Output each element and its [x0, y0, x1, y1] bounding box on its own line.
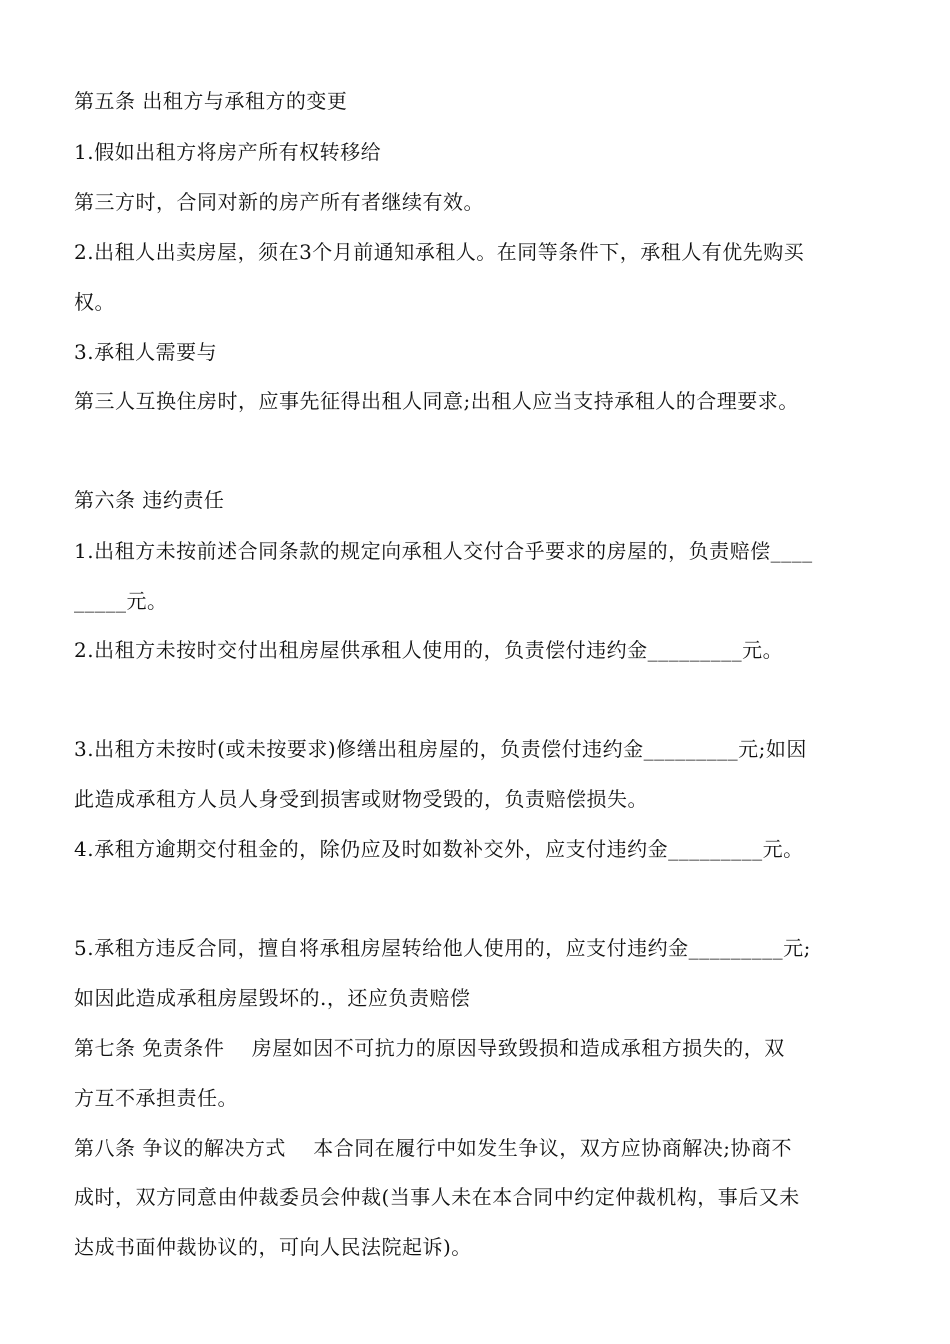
paragraph-line: 如因此造成承租房屋毁坏的.，还应负责赔偿: [74, 986, 471, 1010]
paragraph-line: 第三人互换住房时，应事先征得出租人同意;出租人应当支持承租人的合理要求。: [74, 389, 799, 413]
paragraph-line: 达成书面仲裁协议的，可向人民法院起诉)。: [74, 1235, 472, 1259]
paragraph-line: 第三方时，合同对新的房产所有者继续有效。: [74, 190, 484, 214]
paragraph-line: 1.出租方未按前述合同条款的规定向承租人交付合乎要求的房屋的，负责赔偿____: [74, 539, 813, 563]
article-8-line: 第八条 争议的解决方式 本合同在履行中如发生争议，双方应协商解决;协商不: [74, 1136, 793, 1160]
paragraph-line: 此造成承租方人员人身受到损害或财物受毁的，负责赔偿损失。: [74, 787, 648, 811]
article-7-line: 第七条 免责条件 房屋如因不可抗力的原因导致毁损和造成承租方损失的，双: [74, 1036, 785, 1060]
paragraph-line: 方互不承担责任。: [74, 1086, 238, 1110]
article-5-heading: 第五条 出租方与承租方的变更: [74, 89, 348, 113]
paragraph-line: 成时，双方同意由仲裁委员会仲裁(当事人未在本合同中约定仲裁机构，事后又未: [74, 1185, 800, 1209]
paragraph-line: 5.承租方违反合同，擅自将承租房屋转给他人使用的，应支付违约金_________元;: [74, 936, 811, 960]
paragraph-line: 3.承租人需要与: [74, 340, 218, 364]
paragraph-line: 1.假如出租方将房产所有权转移给: [74, 140, 382, 164]
paragraph-line: 2.出租人出卖房屋，须在3个月前通知承租人。在同等条件下，承租人有优先购买: [74, 240, 805, 264]
paragraph-line: 3.出租方未按时(或未按要求)修缮出租房屋的，负责偿付违约金_________元;如因: [74, 737, 807, 761]
paragraph-line: _____元。: [74, 589, 168, 613]
article-6-heading: 第六条 违约责任: [74, 488, 225, 512]
paragraph-line: 2.出租方未按时交付出租房屋供承租人使用的，负责偿付违约金_________元。: [74, 638, 784, 662]
paragraph-line: 权。: [74, 290, 115, 314]
paragraph-line: 4.承租方逾期交付租金的，除仍应及时如数补交外，应支付违约金_________元。: [74, 837, 804, 861]
